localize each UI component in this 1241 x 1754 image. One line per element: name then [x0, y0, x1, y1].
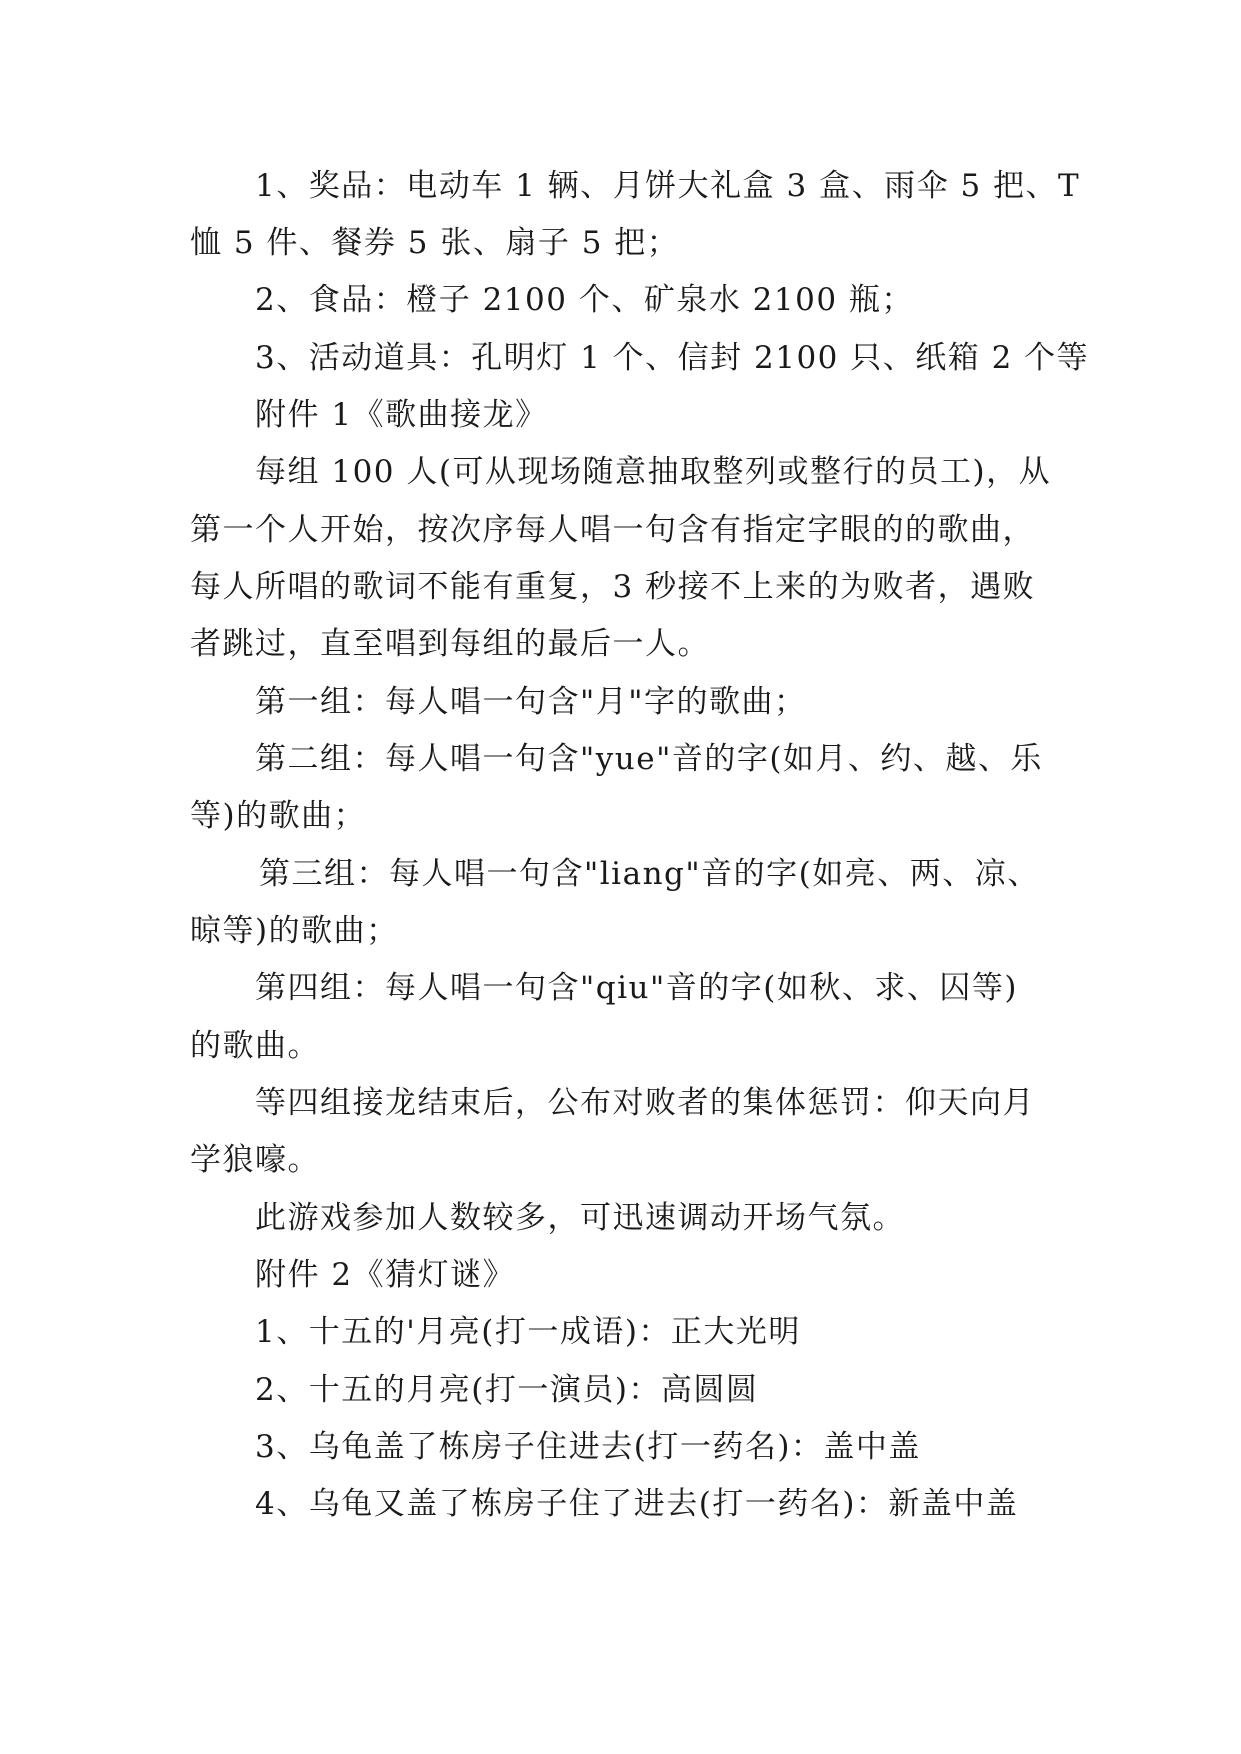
group-4-line-1: 第四组：每人唱一句含"qiu"音的字(如秋、求、囚等)	[255, 970, 1018, 1006]
rules-line-4: 者跳过，直至唱到每组的最后一人。	[190, 626, 710, 662]
group-2-line-1: 第二组：每人唱一句含"yue"音的字(如月、约、越、乐	[255, 741, 1043, 777]
game-note-line: 此游戏参加人数较多，可迅速调动开场气氛。	[255, 1200, 905, 1236]
appendix-2-heading: 附件 2《猜灯谜》	[255, 1257, 516, 1293]
group-2-line-2: 等)的歌曲；	[190, 798, 367, 834]
riddle-3: 3、乌龟盖了栋房子住进去(打一药名)：盖中盖	[255, 1429, 921, 1465]
riddle-4: 4、乌龟又盖了栋房子住了进去(打一药名)：新盖中盖	[255, 1486, 1019, 1522]
penalty-line-2: 学狼嚎。	[190, 1142, 320, 1178]
food-list-line: 2、食品：橙子 2100 个、矿泉水 2100 瓶；	[255, 282, 914, 318]
riddle-2: 2、十五的月亮(打一演员)：高圆圆	[255, 1372, 759, 1408]
rules-line-2: 第一个人开始，按次序每人唱一句含有指定字眼的的歌曲，	[190, 512, 1035, 548]
group-3-line-2: 晾等)的歌曲；	[190, 913, 399, 949]
group-1-line: 第一组：每人唱一句含"月"字的歌曲；	[255, 684, 807, 720]
penalty-line-1: 等四组接龙结束后，公布对败者的集体惩罚：仰天向月	[255, 1085, 1035, 1121]
prize-list-line-1: 1、奖品：电动车 1 辆、月饼大礼盒 3 盒、雨伞 5 把、T	[255, 168, 1081, 204]
riddle-1: 1、十五的'月亮(打一成语)：正大光明	[255, 1314, 801, 1350]
rules-line-3: 每人所唱的歌词不能有重复，3 秒接不上来的为败者，遇败	[190, 569, 1036, 605]
group-3-line-1: 第三组：每人唱一句含"liang"音的字(如亮、两、凉、	[259, 856, 1040, 892]
prize-list-line-2: 恤 5 件、餐券 5 张、扇子 5 把；	[190, 225, 680, 261]
props-list-line: 3、活动道具：孔明灯 1 个、信封 2100 只、纸箱 2 个等	[255, 340, 1090, 376]
rules-line-1: 每组 100 人(可从现场随意抽取整列或整行的员工)，从	[255, 454, 1052, 490]
appendix-1-heading: 附件 1《歌曲接龙》	[255, 397, 548, 433]
group-4-line-2: 的歌曲。	[190, 1028, 320, 1064]
